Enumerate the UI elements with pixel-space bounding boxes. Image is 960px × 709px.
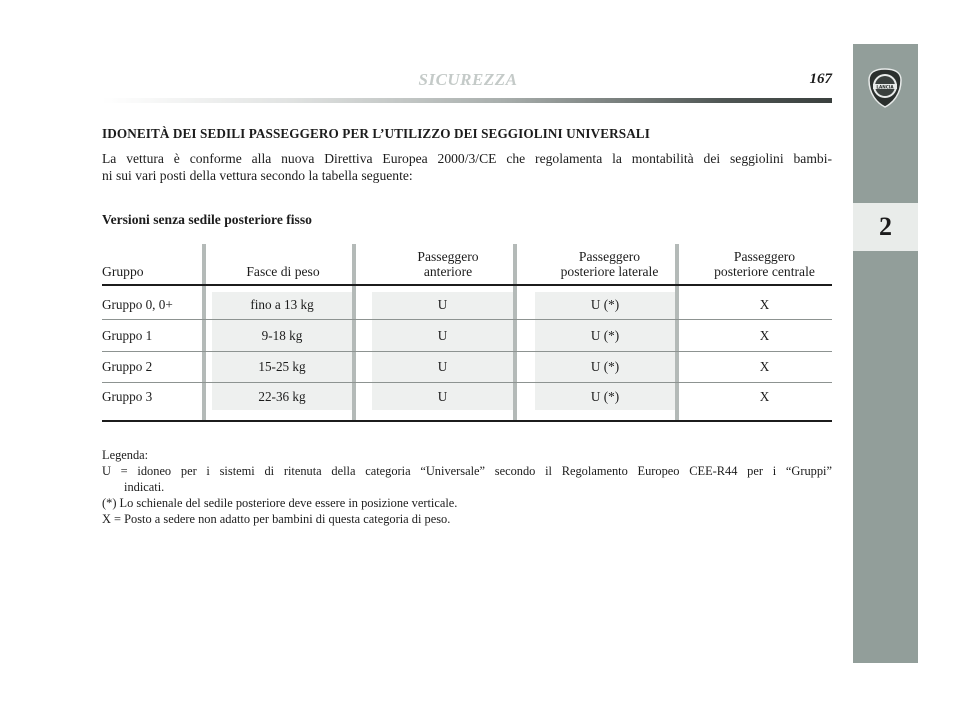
table-bottom-rule bbox=[102, 420, 832, 422]
table-subheading: Versioni senza sedile posteriore fisso bbox=[102, 212, 312, 227]
header-line bbox=[102, 249, 202, 264]
header-line bbox=[208, 249, 358, 264]
chapter-tab: 2 bbox=[853, 203, 918, 251]
table-cell: U (*) bbox=[590, 297, 620, 312]
legend-x: X = Posto a sedere non adatto per bambini di questa categoria di peso. bbox=[102, 512, 451, 526]
row-divider bbox=[102, 319, 832, 320]
table-cell: Gruppo 3 bbox=[102, 389, 153, 404]
section-title-header: SICUREZZA bbox=[418, 70, 518, 89]
side-strip bbox=[853, 44, 918, 663]
intro-line: La vettura è conforme alla nuova Direttiva Europea 2000/3/CE che regolamenta la montabilità dei seggiolini bambi- bbox=[102, 151, 832, 166]
table-cell: X bbox=[759, 359, 770, 374]
child-seat-table bbox=[102, 244, 832, 424]
table-cell: Gruppo 1 bbox=[102, 328, 153, 343]
lancia-shield-icon bbox=[867, 68, 903, 108]
column-divider bbox=[202, 244, 206, 422]
header-line: Passeggero bbox=[733, 249, 796, 264]
legend-label: Legenda: bbox=[102, 448, 149, 462]
header-line: Passeggero bbox=[417, 249, 479, 264]
table-cell: 22-36 kg bbox=[258, 389, 306, 404]
column-header bbox=[208, 249, 358, 279]
legend-u-continued: indicati. bbox=[124, 480, 165, 494]
header-rule-line bbox=[102, 284, 832, 286]
legend-star: (*) Lo schienale del sedile posteriore deve essere in posizione verticale. bbox=[102, 496, 458, 510]
column-header bbox=[527, 249, 692, 279]
legend-u: U = idoneo per i sistemi di ritenuta della categoria “Universale” secondo il Regolamento Europeo CEE-R44 per i “Gruppi” bbox=[102, 464, 832, 478]
logo-text: LANCIA bbox=[876, 84, 894, 90]
intro-paragraph bbox=[102, 150, 832, 184]
legend bbox=[102, 447, 832, 527]
table-cell: fino a 13 kg bbox=[250, 297, 314, 312]
row-divider bbox=[102, 351, 832, 352]
section-heading: IDONEITÀ DEI SEDILI PASSEGGERO PER L’UTILIZZO DEI SEGGIOLINI UNIVERSALI bbox=[102, 126, 650, 141]
column-header bbox=[102, 249, 202, 279]
header-rule bbox=[102, 98, 832, 103]
table-cell: U (*) bbox=[590, 389, 620, 404]
table-cell: X bbox=[759, 297, 770, 312]
table-cell: Gruppo 2 bbox=[102, 359, 153, 374]
row-divider bbox=[102, 382, 832, 383]
table-cell: U (*) bbox=[590, 328, 620, 343]
table-cell: U bbox=[437, 359, 448, 374]
table-cell: U bbox=[437, 328, 448, 343]
column-header bbox=[692, 249, 837, 279]
table-cell: 15-25 kg bbox=[258, 359, 306, 374]
table-cell: Gruppo 0, 0+ bbox=[102, 297, 173, 312]
table-cell: U bbox=[437, 389, 448, 404]
header-line: anteriore bbox=[423, 264, 473, 279]
header-line: posteriore laterale bbox=[560, 264, 659, 279]
table-cell: U (*) bbox=[590, 359, 620, 374]
header-line: Fasce di peso bbox=[246, 264, 320, 279]
page-number: 167 bbox=[809, 71, 832, 87]
table-cell: X bbox=[759, 389, 770, 404]
intro-line: ni sui vari posti della vettura secondo la tabella seguente: bbox=[102, 168, 413, 183]
table-cell: X bbox=[759, 328, 770, 343]
table-cell: 9-18 kg bbox=[261, 328, 303, 343]
header-line: Passeggero bbox=[578, 249, 641, 264]
table-cell: U bbox=[437, 297, 448, 312]
header-line: Gruppo bbox=[102, 264, 144, 279]
header-line: posteriore centrale bbox=[714, 264, 815, 279]
column-header bbox=[370, 249, 526, 279]
